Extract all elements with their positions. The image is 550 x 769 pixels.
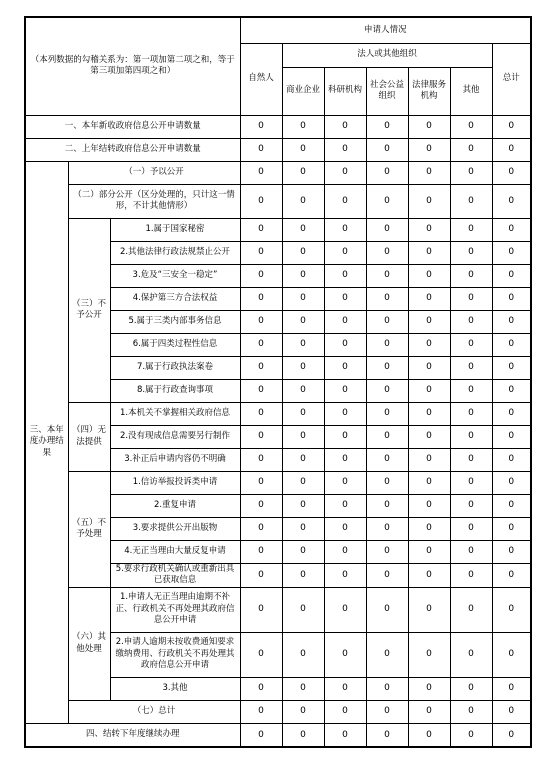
- value-cell: 0: [450, 632, 492, 677]
- value-cell: 0: [492, 471, 531, 494]
- value-cell: 0: [450, 379, 492, 402]
- value-cell: 0: [492, 700, 531, 723]
- value-cell: 0: [408, 471, 450, 494]
- value-cell: 0: [324, 471, 366, 494]
- value-cell: 0: [240, 379, 282, 402]
- value-cell: 0: [324, 241, 366, 264]
- value-cell: 0: [450, 333, 492, 356]
- value-cell: 0: [366, 333, 408, 356]
- value-cell: 0: [324, 540, 366, 563]
- value-cell: 0: [366, 218, 408, 241]
- g4-item: 3.补正后申请内容仍不明确: [110, 448, 240, 471]
- value-cell: 0: [408, 587, 450, 632]
- value-cell: 0: [282, 517, 324, 540]
- value-cell: 0: [324, 425, 366, 448]
- value-cell: 0: [240, 677, 282, 700]
- value-cell: 0: [240, 494, 282, 517]
- value-cell: 0: [282, 425, 324, 448]
- value-cell: 0: [492, 677, 531, 700]
- value-cell: 0: [492, 494, 531, 517]
- g3-item: 1.属于国家秘密: [110, 218, 240, 241]
- col-total: 总计: [492, 43, 531, 115]
- gov-info-disclosure-table: [24, 16, 532, 748]
- value-cell: 0: [492, 402, 531, 425]
- value-cell: 0: [240, 333, 282, 356]
- value-cell: 0: [240, 587, 282, 632]
- value-cell: 0: [240, 700, 282, 723]
- value-cell: 0: [366, 494, 408, 517]
- value-cell: 0: [408, 379, 450, 402]
- value-cell: 0: [492, 425, 531, 448]
- value-cell: 0: [408, 517, 450, 540]
- value-cell: 0: [282, 138, 324, 161]
- header-legal-group: 法人或其他组织: [282, 43, 492, 67]
- value-cell: 0: [408, 448, 450, 471]
- value-cell: 0: [324, 333, 366, 356]
- value-cell: 0: [324, 677, 366, 700]
- value-cell: 0: [282, 563, 324, 587]
- value-cell: 0: [408, 402, 450, 425]
- value-cell: 0: [450, 184, 492, 218]
- value-cell: 0: [324, 402, 366, 425]
- g1-label: （一）予以公开: [68, 161, 240, 184]
- value-cell: 0: [366, 161, 408, 184]
- value-cell: 0: [240, 356, 282, 379]
- value-cell: 0: [492, 517, 531, 540]
- value-cell: 0: [240, 184, 282, 218]
- g4-item: 1.本机关不掌握相关政府信息: [110, 402, 240, 425]
- value-cell: 0: [408, 677, 450, 700]
- value-cell: 0: [366, 471, 408, 494]
- value-cell: 0: [492, 540, 531, 563]
- g3-item: 2.其他法律行政法规禁止公开: [110, 241, 240, 264]
- value-cell: 0: [450, 402, 492, 425]
- g7-label: （七）总计: [68, 700, 240, 723]
- g4-item: 2.没有现成信息需要另行制作: [110, 425, 240, 448]
- value-cell: 0: [240, 287, 282, 310]
- header-applicant: 申请人情况: [240, 17, 531, 43]
- value-cell: 0: [366, 448, 408, 471]
- g6-label: （六）其他处理: [68, 587, 110, 700]
- value-cell: 0: [240, 563, 282, 587]
- value-cell: 0: [492, 241, 531, 264]
- value-cell: 0: [450, 241, 492, 264]
- value-cell: 0: [408, 241, 450, 264]
- value-cell: 0: [324, 115, 366, 138]
- value-cell: 0: [324, 310, 366, 333]
- value-cell: 0: [492, 587, 531, 632]
- g3-item: 6.属于四类过程性信息: [110, 333, 240, 356]
- col-research: 科研机构: [324, 67, 366, 115]
- value-cell: 0: [366, 723, 408, 747]
- value-cell: 0: [408, 494, 450, 517]
- value-cell: 0: [240, 241, 282, 264]
- g2-label: （二）部分公开（区分处理的，只计这一情形，不计其他情形）: [68, 184, 240, 218]
- value-cell: 0: [324, 264, 366, 287]
- value-cell: 0: [366, 402, 408, 425]
- value-cell: 0: [282, 218, 324, 241]
- value-cell: 0: [450, 494, 492, 517]
- value-cell: 0: [492, 161, 531, 184]
- value-cell: 0: [450, 517, 492, 540]
- g6-item: 3.其他: [110, 677, 240, 700]
- value-cell: 0: [282, 241, 324, 264]
- value-cell: 0: [240, 115, 282, 138]
- value-cell: 0: [408, 700, 450, 723]
- value-cell: 0: [450, 563, 492, 587]
- value-cell: 0: [408, 356, 450, 379]
- col-public-welfare: 社会公益组织: [366, 67, 408, 115]
- value-cell: 0: [366, 563, 408, 587]
- value-cell: 0: [492, 563, 531, 587]
- value-cell: 0: [492, 379, 531, 402]
- g5-item: 3.要求提供公开出版物: [110, 517, 240, 540]
- value-cell: 0: [450, 677, 492, 700]
- value-cell: 0: [282, 677, 324, 700]
- value-cell: 0: [450, 425, 492, 448]
- value-cell: 0: [450, 264, 492, 287]
- value-cell: 0: [282, 723, 324, 747]
- value-cell: 0: [240, 310, 282, 333]
- value-cell: 0: [492, 310, 531, 333]
- value-cell: 0: [324, 632, 366, 677]
- value-cell: 0: [282, 310, 324, 333]
- value-cell: 0: [324, 138, 366, 161]
- value-cell: 0: [240, 402, 282, 425]
- value-cell: 0: [282, 264, 324, 287]
- g3-item: 3.危及“三安全一稳定”: [110, 264, 240, 287]
- value-cell: 0: [282, 184, 324, 218]
- g5-item: 2.重复申请: [110, 494, 240, 517]
- value-cell: 0: [324, 379, 366, 402]
- value-cell: 0: [282, 448, 324, 471]
- value-cell: 0: [324, 587, 366, 632]
- g5-item: 4.无正当理由大量反复申请: [110, 540, 240, 563]
- g5-item: 1.信访举报投诉类申请: [110, 471, 240, 494]
- value-cell: 0: [450, 540, 492, 563]
- value-cell: 0: [408, 287, 450, 310]
- value-cell: 0: [282, 540, 324, 563]
- g5-label: （五）不予处理: [68, 471, 110, 587]
- value-cell: 0: [366, 310, 408, 333]
- g3-label: （三）不予公开: [68, 218, 110, 402]
- r1-label: 一、本年新收政府信息公开申请数量: [25, 115, 240, 138]
- value-cell: 0: [408, 138, 450, 161]
- value-cell: 0: [282, 471, 324, 494]
- g6-item: 2.申请人逾期未按收费通知要求缴纳费用、行政机关不再处理其政府信息公开申请: [110, 632, 240, 677]
- value-cell: 0: [282, 494, 324, 517]
- value-cell: 0: [450, 161, 492, 184]
- value-cell: 0: [282, 700, 324, 723]
- value-cell: 0: [450, 115, 492, 138]
- value-cell: 0: [450, 723, 492, 747]
- value-cell: 0: [450, 471, 492, 494]
- value-cell: 0: [492, 333, 531, 356]
- col-natural-person: 自然人: [240, 43, 282, 115]
- value-cell: 0: [240, 448, 282, 471]
- value-cell: 0: [324, 494, 366, 517]
- value-cell: 0: [408, 161, 450, 184]
- value-cell: 0: [240, 540, 282, 563]
- value-cell: 0: [450, 287, 492, 310]
- value-cell: 0: [366, 587, 408, 632]
- value-cell: 0: [366, 379, 408, 402]
- value-cell: 0: [450, 138, 492, 161]
- value-cell: 0: [240, 264, 282, 287]
- value-cell: 0: [240, 425, 282, 448]
- value-cell: 0: [492, 448, 531, 471]
- g3-item: 4.保护第三方合法权益: [110, 287, 240, 310]
- value-cell: 0: [240, 161, 282, 184]
- value-cell: 0: [492, 184, 531, 218]
- value-cell: 0: [324, 218, 366, 241]
- value-cell: 0: [324, 723, 366, 747]
- value-cell: 0: [240, 632, 282, 677]
- value-cell: 0: [408, 264, 450, 287]
- value-cell: 0: [408, 184, 450, 218]
- value-cell: 0: [450, 356, 492, 379]
- value-cell: 0: [408, 425, 450, 448]
- value-cell: 0: [408, 115, 450, 138]
- value-cell: 0: [366, 356, 408, 379]
- value-cell: 0: [324, 563, 366, 587]
- value-cell: 0: [282, 333, 324, 356]
- value-cell: 0: [282, 161, 324, 184]
- value-cell: 0: [492, 218, 531, 241]
- g3-item: 7.属于行政执法案卷: [110, 356, 240, 379]
- value-cell: 0: [492, 115, 531, 138]
- value-cell: 0: [240, 138, 282, 161]
- value-cell: 0: [324, 184, 366, 218]
- g6-item: 1.申请人无正当理由逾期不补正、行政机关不再处理其政府信息公开申请: [110, 587, 240, 632]
- value-cell: 0: [324, 448, 366, 471]
- value-cell: 0: [408, 723, 450, 747]
- value-cell: 0: [366, 264, 408, 287]
- value-cell: 0: [240, 218, 282, 241]
- col-legal-service: 法律服务机构: [408, 67, 450, 115]
- g3-item: 5.属于三类内部事务信息: [110, 310, 240, 333]
- value-cell: 0: [366, 138, 408, 161]
- r4-label: 四、结转下年度继续办理: [25, 723, 240, 747]
- value-cell: 0: [282, 587, 324, 632]
- value-cell: 0: [324, 356, 366, 379]
- value-cell: 0: [240, 471, 282, 494]
- value-cell: 0: [366, 632, 408, 677]
- value-cell: 0: [450, 218, 492, 241]
- value-cell: 0: [366, 700, 408, 723]
- value-cell: 0: [366, 287, 408, 310]
- value-cell: 0: [366, 425, 408, 448]
- value-cell: 0: [282, 379, 324, 402]
- value-cell: 0: [282, 632, 324, 677]
- value-cell: 0: [324, 700, 366, 723]
- section3-label: 三、本年度办理结果: [25, 161, 68, 723]
- value-cell: 0: [366, 540, 408, 563]
- value-cell: 0: [366, 241, 408, 264]
- r2-label: 二、上年结转政府信息公开申请数量: [25, 138, 240, 161]
- value-cell: 0: [324, 287, 366, 310]
- value-cell: 0: [450, 310, 492, 333]
- header-note: （本列数据的勾稽关系为：第一项加第二项之和，等于第三项加第四项之和）: [25, 17, 240, 115]
- value-cell: 0: [408, 333, 450, 356]
- value-cell: 0: [282, 115, 324, 138]
- g4-label: （四）无法提供: [68, 402, 110, 471]
- value-cell: 0: [240, 517, 282, 540]
- value-cell: 0: [324, 161, 366, 184]
- value-cell: 0: [366, 115, 408, 138]
- value-cell: 0: [492, 632, 531, 677]
- value-cell: 0: [240, 723, 282, 747]
- value-cell: 0: [450, 587, 492, 632]
- value-cell: 0: [408, 632, 450, 677]
- value-cell: 0: [282, 356, 324, 379]
- col-commercial: 商业企业: [282, 67, 324, 115]
- value-cell: 0: [492, 138, 531, 161]
- value-cell: 0: [366, 517, 408, 540]
- col-other: 其他: [450, 67, 492, 115]
- value-cell: 0: [408, 563, 450, 587]
- value-cell: 0: [450, 700, 492, 723]
- value-cell: 0: [408, 218, 450, 241]
- value-cell: 0: [492, 723, 531, 747]
- g5-item: 5.要求行政机关确认或重新出具已获取信息: [110, 563, 240, 587]
- value-cell: 0: [408, 310, 450, 333]
- value-cell: 0: [366, 184, 408, 218]
- value-cell: 0: [408, 540, 450, 563]
- value-cell: 0: [324, 517, 366, 540]
- value-cell: 0: [366, 677, 408, 700]
- g3-item: 8.属于行政查询事项: [110, 379, 240, 402]
- value-cell: 0: [492, 356, 531, 379]
- value-cell: 0: [492, 287, 531, 310]
- value-cell: 0: [492, 264, 531, 287]
- value-cell: 0: [282, 402, 324, 425]
- value-cell: 0: [282, 287, 324, 310]
- value-cell: 0: [450, 448, 492, 471]
